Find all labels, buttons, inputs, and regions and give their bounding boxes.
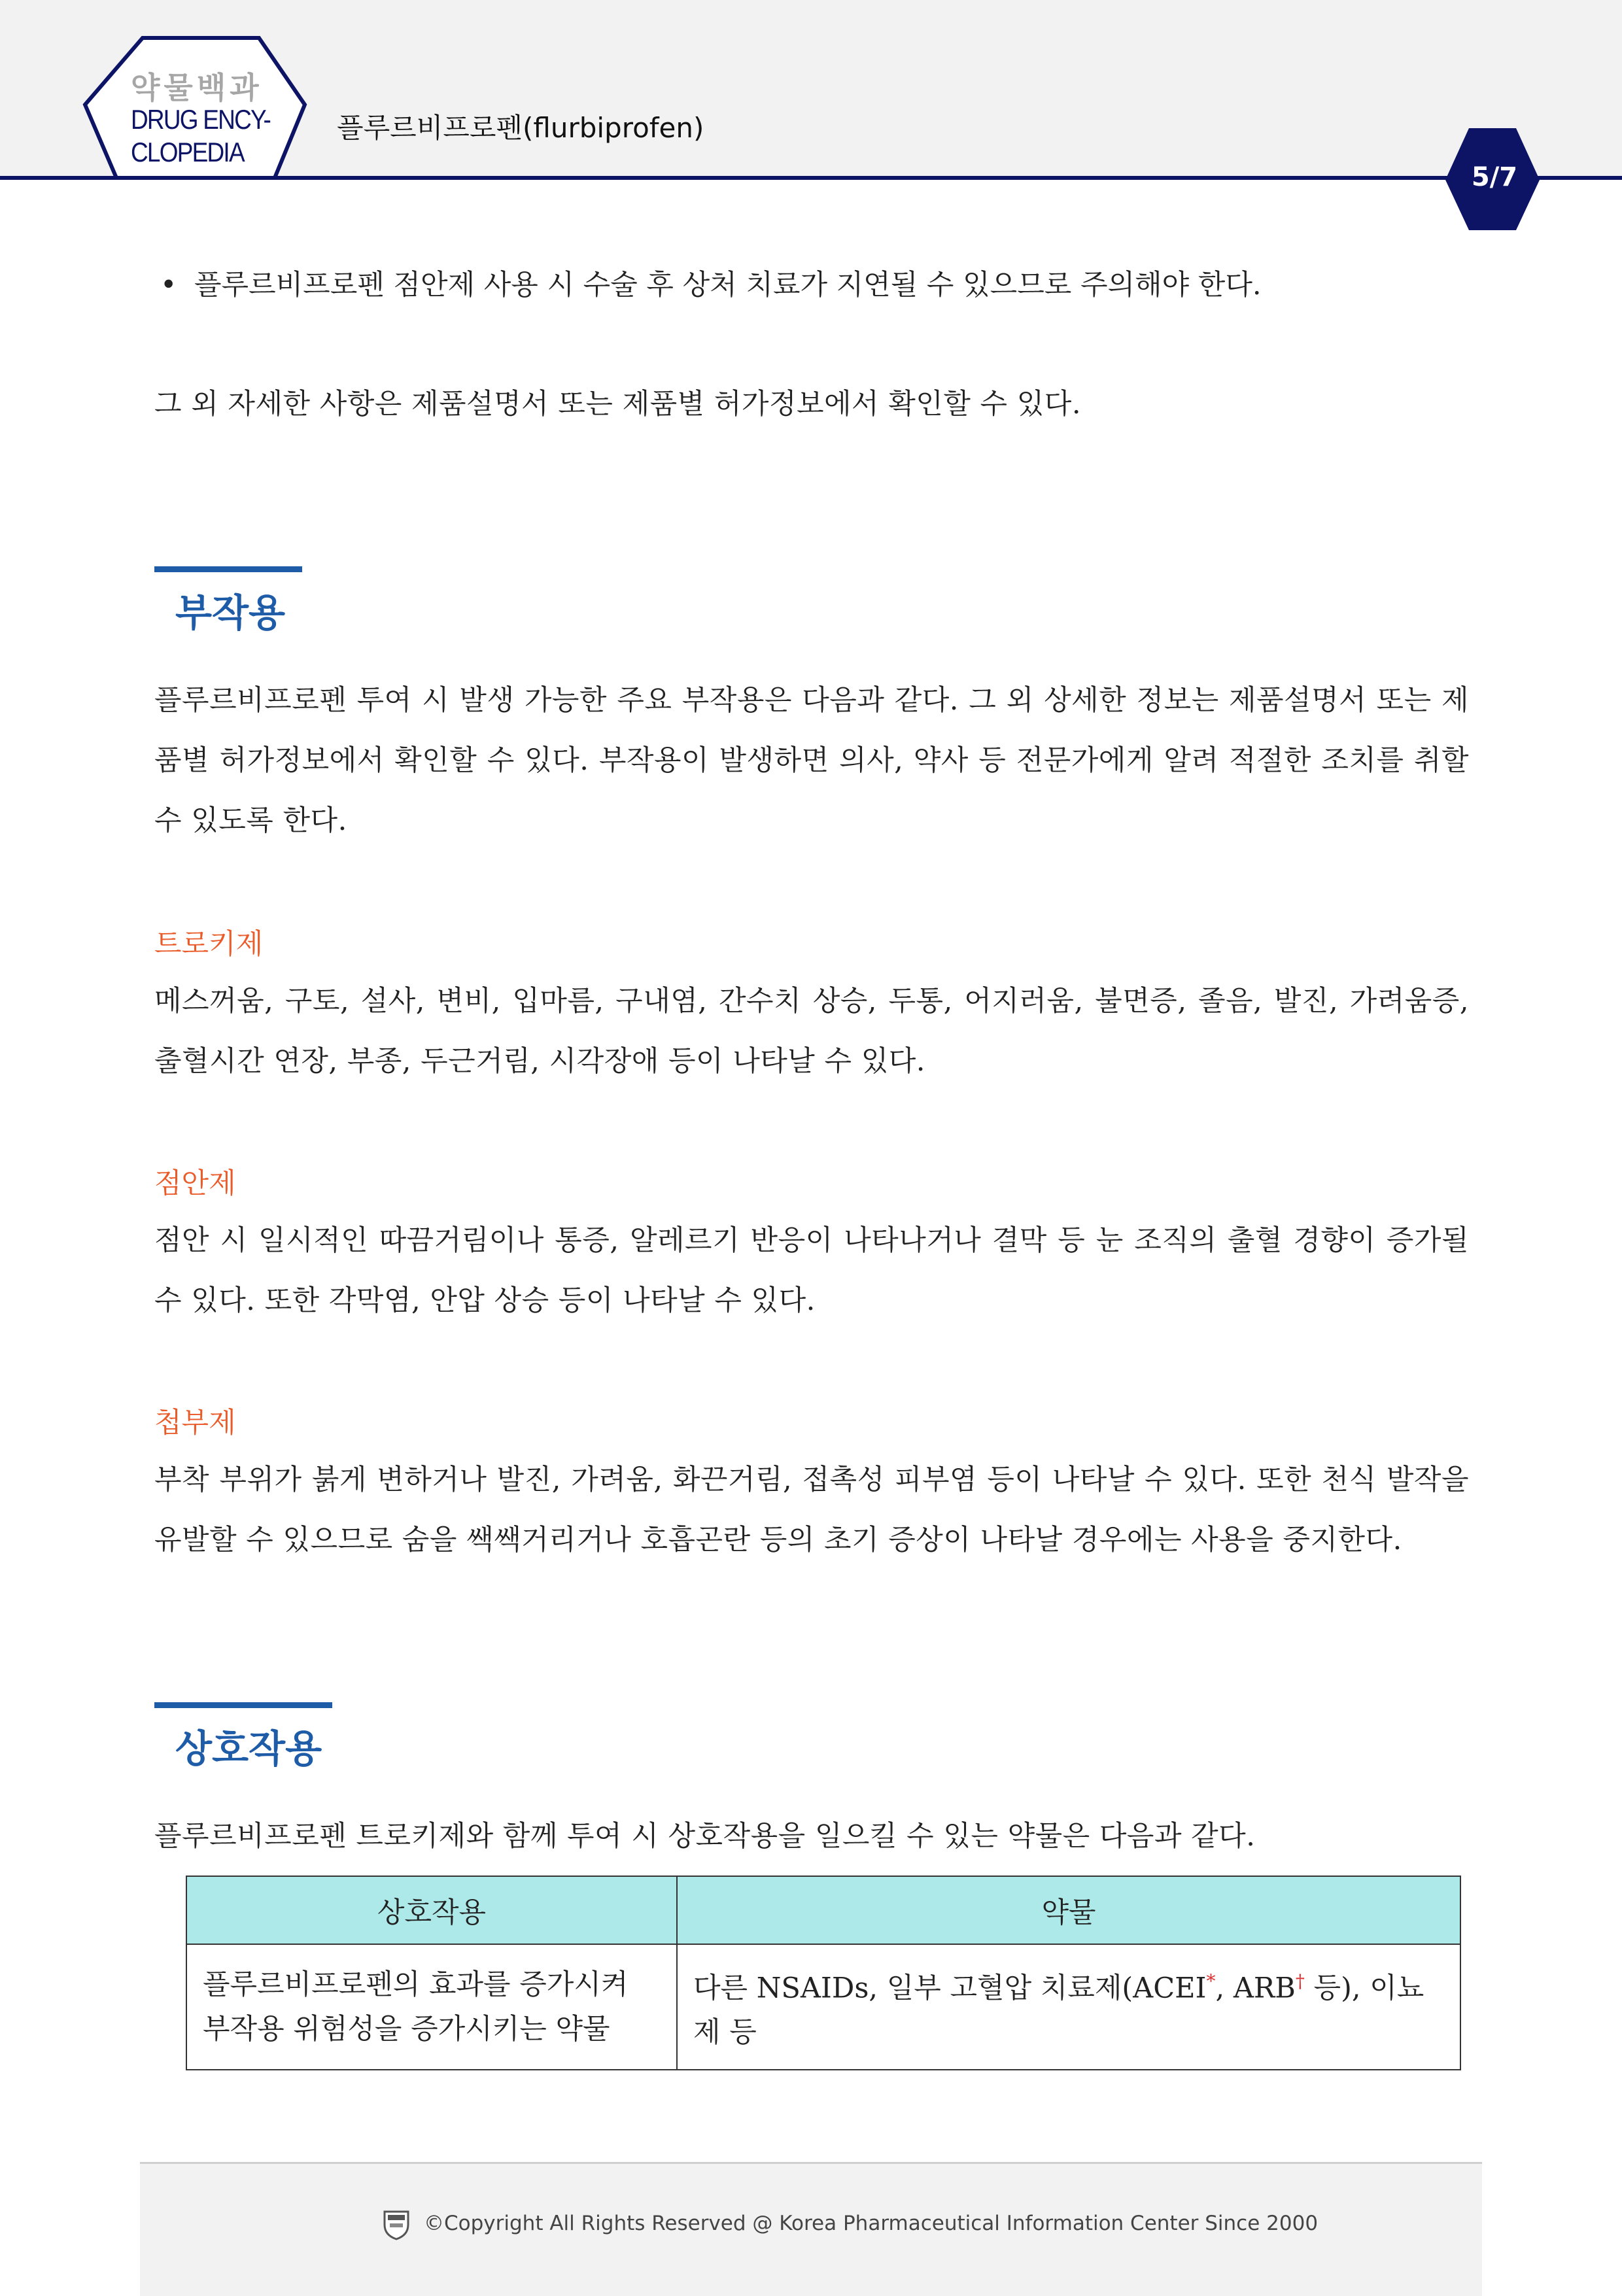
bullet-item xyxy=(160,255,1262,315)
patch-paragraph: 부착 부위가 붉게 변하거나 발진, 가려움, 화끈거림, 접촉성 피부염 등이 나타날 수 있다. 또한 천식 발작을 유발할 수 있으므로 숨을 쌕쌕거리거나 호흡곤란 등의 초기 증상이 나타날 경우에는 사용을 중지한다. xyxy=(154,1464,1469,1556)
table-cell-interaction xyxy=(186,1944,677,2070)
section-title-side-effects: 부작용 xyxy=(175,591,286,635)
eyedrop-paragraph: 점안 시 일시적인 따끔거림이나 통증, 알레르기 반응이 나타나거나 결막 등 눈 조직의 출혈 경향이 증가될 수 있다. 또한 각막염, 안압 상승 등이 나타날 수 있다. xyxy=(154,1224,1469,1317)
table-cell-drug xyxy=(677,1944,1460,2070)
page-number: 5/7 xyxy=(1471,162,1518,192)
interactions-table xyxy=(186,1876,1461,2070)
footer-copyright: ©Copyright All Rights Reserved @ Korea Pharmaceutical Information Center Since 2000 xyxy=(424,2212,1319,2235)
section-bar-interactions xyxy=(154,1702,332,1708)
cell-line: 부작용 위험성을 증가시키는 약물 xyxy=(203,2013,610,2046)
interactions-intro: 플루르비프로펜 트로키제와 함께 투여 시 상호작용을 일으킬 수 있는 약물은 다음과 같다. xyxy=(154,1820,1256,1853)
subhead-eyedrop: 점안제 xyxy=(154,1167,236,1200)
cell-line: 플루르비프로펜의 효과를 증가시켜 xyxy=(203,1968,629,2001)
footnote-mark-dagger: † xyxy=(1295,1970,1305,1992)
subhead-patch: 첩부제 xyxy=(154,1407,236,1439)
table-header-drug: 약물 xyxy=(677,1876,1460,1944)
drug-text-a: 다른 NSAIDs, 일부 고혈압 치료제(ACEI xyxy=(693,1972,1207,2005)
table-header-interaction: 상호작용 xyxy=(186,1876,677,1944)
logo-korean: 약물백과 xyxy=(131,70,263,105)
logo-english-line2: CLOPEDIA xyxy=(131,137,244,167)
logo-english-line1: DRUG ENCY- xyxy=(131,104,271,135)
document-title: 플루르비프로펜(flurbiprofen) xyxy=(337,112,704,144)
table-header-row xyxy=(186,1876,1460,1944)
shield-logo-icon xyxy=(382,2209,411,2240)
troche-paragraph: 메스꺼움, 구토, 설사, 변비, 입마름, 구내염, 간수치 상승, 두통, 어지러움, 불면증, 졸음, 발진, 가려움증, 출혈시간 연장, 부종, 두근거림, 시각장애 등이 나타날 수 있다. xyxy=(154,985,1469,1078)
drug-text-c: 등), 이뇨제 등 xyxy=(693,1972,1424,2049)
subhead-troche: 트로키제 xyxy=(154,928,264,961)
drug-text-b: , ARB xyxy=(1215,1972,1296,2005)
more-info-paragraph: 그 외 자세한 사항은 제품설명서 또는 제품별 허가정보에서 확인할 수 있다. xyxy=(154,388,1081,420)
section-bar-side-effects xyxy=(154,566,302,572)
logo-english xyxy=(131,103,292,169)
side-effects-intro: 플루르비프로펜 투여 시 발생 가능한 주요 부작용은 다음과 같다. 그 외 상세한 정보는 제품설명서 또는 제품별 허가정보에서 확인할 수 있다. 부작용이 발생하면 의사, 약사 등 전문가에게 알려 적절한 조치를 취할 수 있도록 한다. xyxy=(154,684,1469,837)
table-row xyxy=(186,1944,1460,2070)
bullet-text: 플루르비프로펜 점안제 사용 시 수술 후 상처 치료가 지연될 수 있으므로 주의해야 한다. xyxy=(194,269,1262,301)
footnote-mark-asterisk: * xyxy=(1206,1970,1216,1992)
bullet-marker: • xyxy=(160,269,177,301)
section-title-interactions: 상호작용 xyxy=(175,1726,322,1771)
